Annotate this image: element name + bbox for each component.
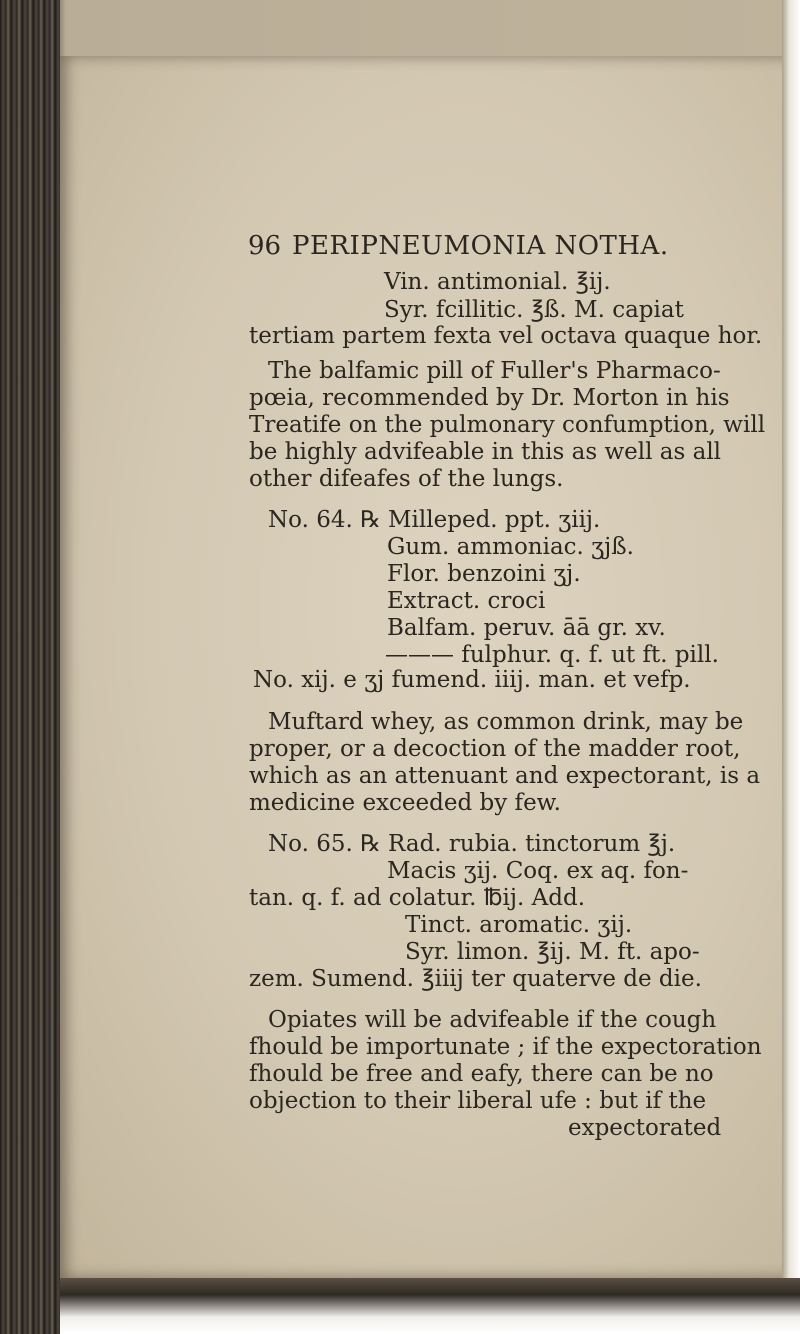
text-line: Syr. fcillitic. ℥ß. M. capiat — [384, 297, 684, 323]
text-line: fhould be free and eafy, there can be no — [249, 1061, 714, 1087]
text-line: Macis ʒij. Coq. ex aq. fon- — [387, 858, 689, 884]
catchword: expectorated — [568, 1115, 722, 1141]
text-line: proper, or a decoction of the madder root, — [249, 736, 741, 762]
text-line: Flor. benzoini ʒj. — [387, 561, 581, 587]
text-line: Opiates will be advifeable if the cough — [268, 1007, 717, 1033]
text-line: The balfamic pill of Fuller's Pharmaco- — [268, 358, 721, 384]
text-line: Treatife on the pulmonary confumption, will — [249, 412, 766, 438]
text-line: which as an attenuant and expectorant, is a — [249, 763, 761, 789]
text-line: pœia, recommended by Dr. Morton in his — [249, 385, 730, 411]
text-line: Syr. limon. ℥ij. M. ft. apo- — [405, 939, 700, 965]
book-binding — [0, 0, 60, 1334]
text-line: Balfam. peruv. āā gr. xv. — [387, 615, 666, 641]
page-number: 96 — [248, 231, 282, 261]
page-edge-bottom — [60, 1278, 800, 1334]
text-line: Vin. antimonial. ℥ij. — [384, 269, 611, 295]
text-line: tertiam partem fexta vel octava quaque hor. — [249, 323, 763, 349]
text-line: Gum. ammoniac. ʒjß. — [387, 534, 634, 560]
text-line: No. 65. ℞ Rad. rubia. tinctorum ℥j. — [268, 831, 676, 857]
text-line: be highly advifeable in this as well as all — [249, 439, 722, 465]
text-line: No. xij. e ʒj fumend. iiij. man. et vefp. — [253, 667, 691, 693]
text-line: objection to their liberal ufe : but if the — [249, 1088, 707, 1114]
text-line: ——— fulphur. q. f. ut ft. pill. — [385, 642, 719, 668]
text-line: No. 64. ℞ Milleped. ppt. ʒiij. — [268, 507, 601, 533]
text-line: zem. Sumend. ℥iiij ter quaterve de die. — [249, 966, 702, 992]
text-line: medicine exceeded by few. — [249, 790, 561, 816]
text-line: other difeafes of the lungs. — [249, 466, 564, 492]
text-line: Muftard whey, as common drink, may be — [268, 709, 744, 735]
text-line: Tinct. aromatic. ʒij. — [405, 912, 633, 938]
page-edge-right — [782, 0, 800, 1334]
text-line: Extract. croci — [387, 588, 546, 614]
text-line: fhould be importunate ; if the expectoration — [249, 1034, 762, 1060]
text-line: tan. q. f. ad colatur. ℔ij. Add. — [249, 885, 586, 911]
running-head: PERIPNEUMONIA NOTHA. — [292, 231, 669, 261]
